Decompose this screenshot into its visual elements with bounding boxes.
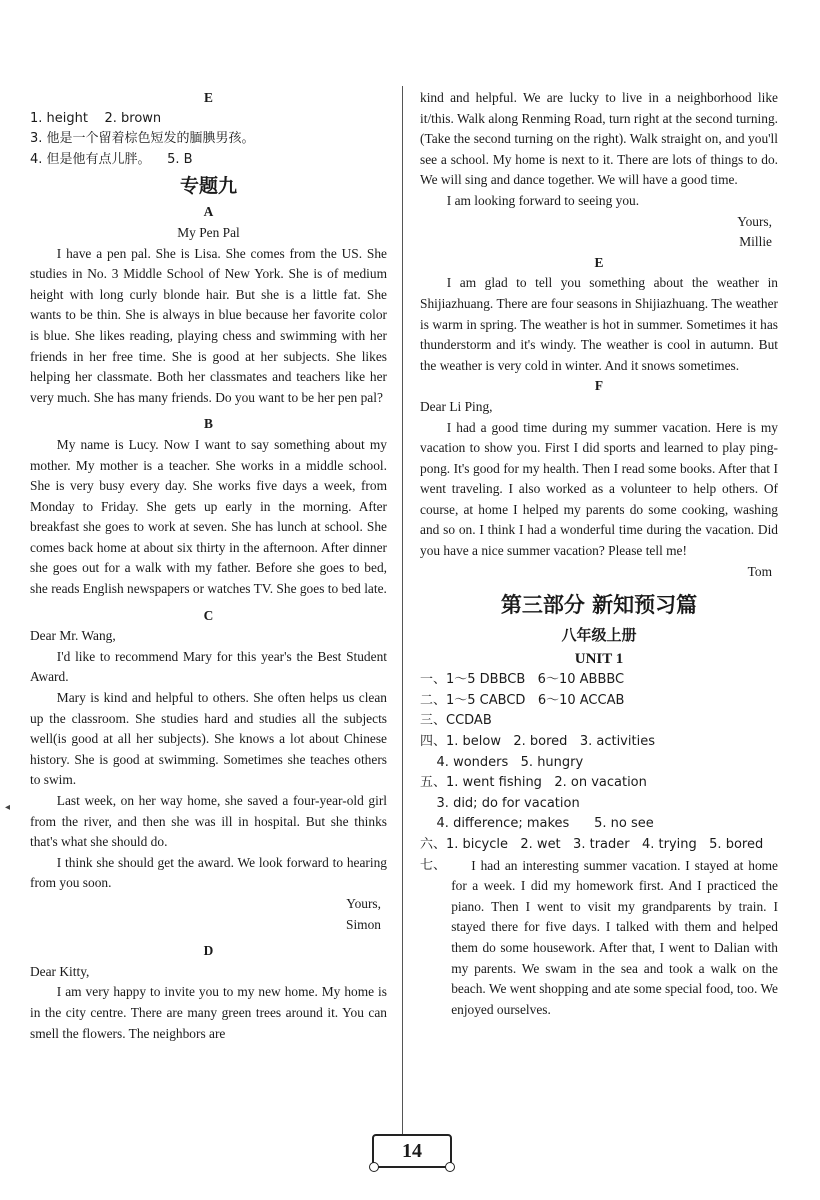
essay-number: 七、	[420, 857, 447, 873]
salutation: Dear Li Ping,	[420, 398, 493, 414]
unit-heading: UNIT 1	[574, 651, 624, 668]
answer-line: 五、1. went fishing 2. on vacation	[420, 775, 647, 791]
paragraph: I'd like to recommend Mary for this year's the Best Student Award.	[30, 648, 387, 685]
signature: Tom	[747, 563, 772, 579]
paragraph: I had a good time during my summer vacation. Here is my vacation to show you. First I did sports and learned to play ping-pong. It's good for my health. Then I read some books. After that I went traveling. I also worked as a volunteer to help others. Of course, at home I helped my parents do some cooking, washing and so on. I think I had a wonderful time during the vacation. Did you have a nice summer vacation? Please tell me!	[420, 419, 778, 559]
answer-line: 四、1. below 2. bored 3. activities	[420, 734, 655, 750]
closing: Yours,	[346, 895, 381, 911]
answer-line: 一、1～5 DBBCB 6～10 ABBBC	[420, 672, 625, 688]
answer-line: 4. difference; makes 5. no see	[420, 816, 654, 832]
paragraph: I think she should get the award. We look forward to hearing from you soon.	[30, 854, 387, 891]
paragraph: Mary is kind and helpful to others. She often helps us clean up the classroom. She studies hard and studies all the subjects well(is good at all her subjects). She knows a lot about Chinese history. She is good at swimming. Sometimes she teaches others to swim.	[30, 690, 387, 788]
answer-line: 4. 但是他有点儿胖。 5. B	[30, 151, 193, 167]
answer-line: 二、1～5 CABCD 6～10 ACCAB	[420, 692, 625, 708]
section-label: B	[204, 416, 213, 432]
paragraph: My name is Lucy. Now I want to say something about my mother. My mother is a teacher. She works in a middle school. She is very busy every day. She works five days a week, from Monday to Friday. She gets up early in the morning. After breakfast she goes to work at seven. She has lunch at school. She comes back home at about six thirty in the afternoon. After dinner she goes out for a walk with my father. Before she goes to bed, she reads English newspapers or watches TV. She goes to bed late.	[30, 436, 387, 597]
salutation: Dear Mr. Wang,	[30, 628, 116, 644]
section-label: D	[203, 943, 214, 959]
paragraph: I am looking forward to seeing you.	[446, 192, 640, 208]
section-label: F	[594, 378, 604, 394]
passage-title: My Pen Pal	[177, 224, 240, 240]
essay-block	[420, 856, 778, 1021]
salutation: Dear Kitty,	[30, 963, 90, 979]
answer-line: 4. wonders 5. hungry	[420, 754, 584, 770]
paragraph: I am very happy to invite you to my new home. My home is in the city centre. There are many green trees around it. You can smell the flowers. The neighbors are	[30, 984, 387, 1041]
left-column	[30, 88, 387, 1044]
right-column	[420, 88, 778, 1020]
paragraph: I am glad to tell you something about the weather in Shijiazhuang. There are four seasons in Shijiazhuang. The weather is warm in spring. The weather is hot in summer. Sometimes it has thunderstorm and it's windy. The weather is cool in autumn. But the weather is very cold in winter. And it snows sometimes.	[420, 275, 778, 373]
answer-line: 3. did; do for vacation	[420, 795, 580, 811]
decor-circle-icon	[445, 1162, 455, 1172]
column-divider	[402, 86, 403, 1134]
page-number-text: 14	[402, 1140, 422, 1162]
topic-heading: 专题九	[179, 175, 237, 198]
section-label: E	[204, 90, 213, 105]
paragraph: I have a pen pal. She is Lisa. She comes from the US. She studies in No. 3 Middle School of New York. She is of medium height with long curly blonde hair. But she is a little fat. She wants to be thin. She is always in blue because her favorite color is blue. She likes reading, playing chess and swimming with her friends in her free time. She is good at her subjects. She likes helping her classmate. Both her classmates and teachers like her very much. She has many friends. Do you want to be her pen pal?	[30, 245, 387, 405]
answer-line: 三、CCDAB	[420, 713, 492, 729]
answer-line: 3. 他是一个留着棕色短发的腼腆男孩。	[30, 131, 255, 147]
signature: Simon	[346, 916, 381, 932]
section-label: E	[594, 254, 604, 270]
section-label: C	[203, 607, 214, 623]
part-heading: 第三部分 新知预习篇	[500, 593, 698, 618]
grade-heading: 八年级上册	[561, 626, 637, 645]
paragraph: kind and helpful. We are lucky to live in a neighborhood like it/this. Walk along Renming Road, turn right at the second turning.(Take the second turning on the right). Walk straight on, and you'll see a school. My home is next to it. There are lots of things to do. We will sing and dance together. We will have a good time.	[420, 90, 778, 188]
paragraph: I had an interesting summer vacation. I stayed at home for a week. I did my homework first. And I practiced the piano. Then I went to visit my grandparents by train. I stayed there for five days. I talked with them and helped them do some housework. After that, I went to Dalian with my parents. We swam in the sea and took a walk on the beach. We went shopping and ate some special food, too. We enjoyed ourselves.	[451, 857, 778, 1017]
closing: Yours,	[737, 213, 772, 229]
decor-circle-icon	[369, 1162, 379, 1172]
margin-mark-icon: ◂	[5, 802, 11, 813]
answer-line: 六、1. bicycle 2. wet 3. trader 4. trying 5. bored	[420, 837, 764, 852]
section-label: A	[203, 204, 214, 220]
signature: Millie	[739, 234, 772, 250]
paragraph: Last week, on her way home, she saved a four-year-old girl from the river, and then she was ill in hospital. But she thinks that's what she should do.	[30, 793, 387, 850]
page-number	[372, 1134, 452, 1168]
answer-line: 1. height 2. brown	[30, 110, 162, 126]
